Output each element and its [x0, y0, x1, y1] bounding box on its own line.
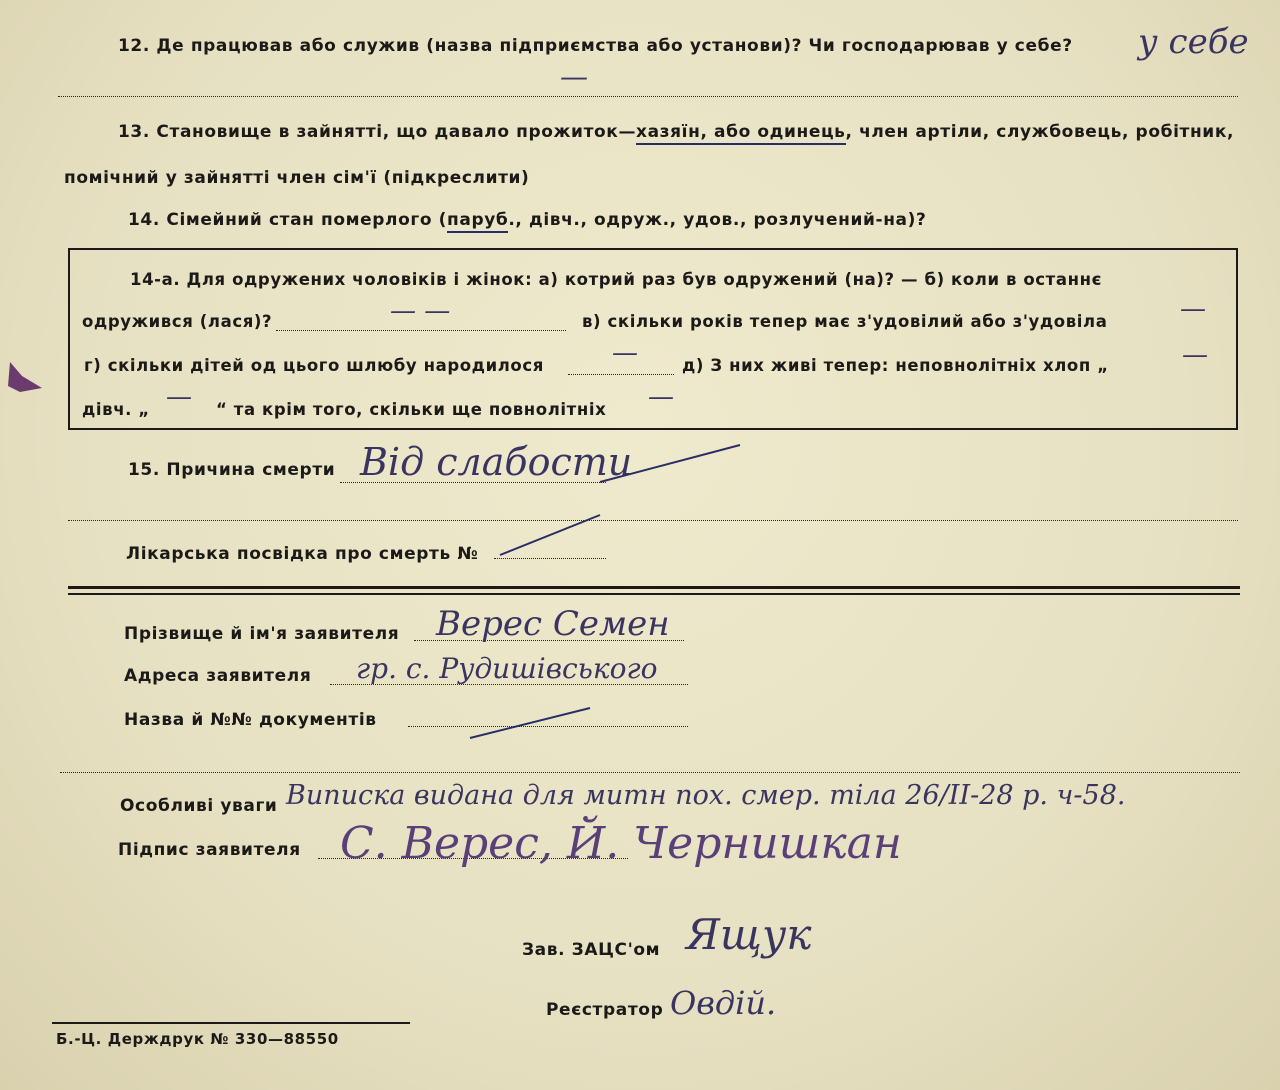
q13-line1: 13. Становище в зайнятті, що давало прожиток—хазяїн, або одинець, член артіли, службовець, робітник,: [118, 122, 1234, 142]
q13-line2: помічний у зайнятті член сім'ї (підкреслити): [64, 168, 530, 188]
notes-label: Особливі уваги: [120, 796, 278, 816]
applicant-docs-label: Назва й №№ документів: [124, 710, 377, 730]
q14a-line3-suffix: д) З них живі тепер: неповнолітніх хлоп „: [682, 356, 1109, 375]
q14a-line3-prefix: г) скільки дітей од цього шлюбу народилося: [84, 356, 544, 375]
q14a-line2-prefix: одружився (лася)?: [82, 312, 273, 331]
q12-label: 12. Де працював або служив (назва підприємства або установи)? Чи господарював у себе?: [118, 36, 1073, 56]
q14a-line4-answer: —: [648, 382, 674, 412]
signature-value: С. Верес, Й. Чернишкан: [340, 818, 902, 869]
q12-dash: —: [560, 60, 588, 93]
q14a-line2-suffix: в) скільки років тепер має з'удовілий або з'удовіла: [582, 312, 1108, 331]
q12-answer: у себе: [1138, 22, 1249, 62]
medical-fill: [494, 558, 606, 559]
separator-bottom: [68, 593, 1240, 595]
applicant-name-label: Прізвище й ім'я заявителя: [124, 624, 400, 644]
strike-docs: [470, 708, 590, 738]
medical-label: Лікарська посвідка про смерть №: [126, 544, 479, 564]
applicant-name-value: Верес Семен: [436, 604, 670, 644]
printer-imprint: Б.-Ц. Держдрук № 330—88550: [56, 1030, 339, 1048]
q14a-line3-answer: —: [1182, 340, 1208, 370]
registrar-label: Реєстратор: [546, 1000, 664, 1020]
q14a-line4-dash: —: [166, 382, 192, 412]
applicant-address-value: гр. с. Рудишівського: [356, 652, 658, 685]
q14a-line2-dash: — —: [390, 296, 451, 326]
q14a-line1: 14-а. Для одружених чоловіків і жінок: а) котрий раз був одружений (на)? — б) коли в останнє: [130, 270, 1102, 289]
q14a-line2-answer: —: [1180, 294, 1206, 324]
head-label: Зав. ЗАЦС'ом: [522, 940, 661, 960]
q14a-line4-suffix: “ та крім того, скільки ще повнолітніх: [216, 400, 607, 419]
q14a-line4-prefix: дівч. „: [82, 400, 150, 419]
footer-rule: [52, 1022, 410, 1024]
applicant-docs-line2: [60, 772, 1240, 773]
strike-medical: [500, 515, 600, 555]
ink-blot: [8, 362, 42, 392]
q15-answer: Від слабости: [360, 440, 633, 484]
strike-q15: [600, 445, 740, 482]
q14a-line3-dash: —: [612, 338, 638, 368]
q14-line: 14. Сімейний стан померлого (паруб., дівч., одруж., удов., розлучений-на)?: [128, 210, 926, 230]
applicant-address-label: Адреса заявителя: [124, 666, 312, 686]
applicant-docs-fill: [408, 726, 688, 727]
head-signature: Ящук: [686, 910, 812, 959]
signature-label: Підпис заявителя: [118, 840, 301, 860]
registrar-signature: Овдій.: [670, 984, 777, 1022]
separator-top: [68, 586, 1240, 589]
q15-label: 15. Причина смерти: [128, 460, 336, 480]
notes-value: Виписка видана для митн пох. смер. тіла 26/II-28 р. ч-58.: [286, 780, 1126, 811]
